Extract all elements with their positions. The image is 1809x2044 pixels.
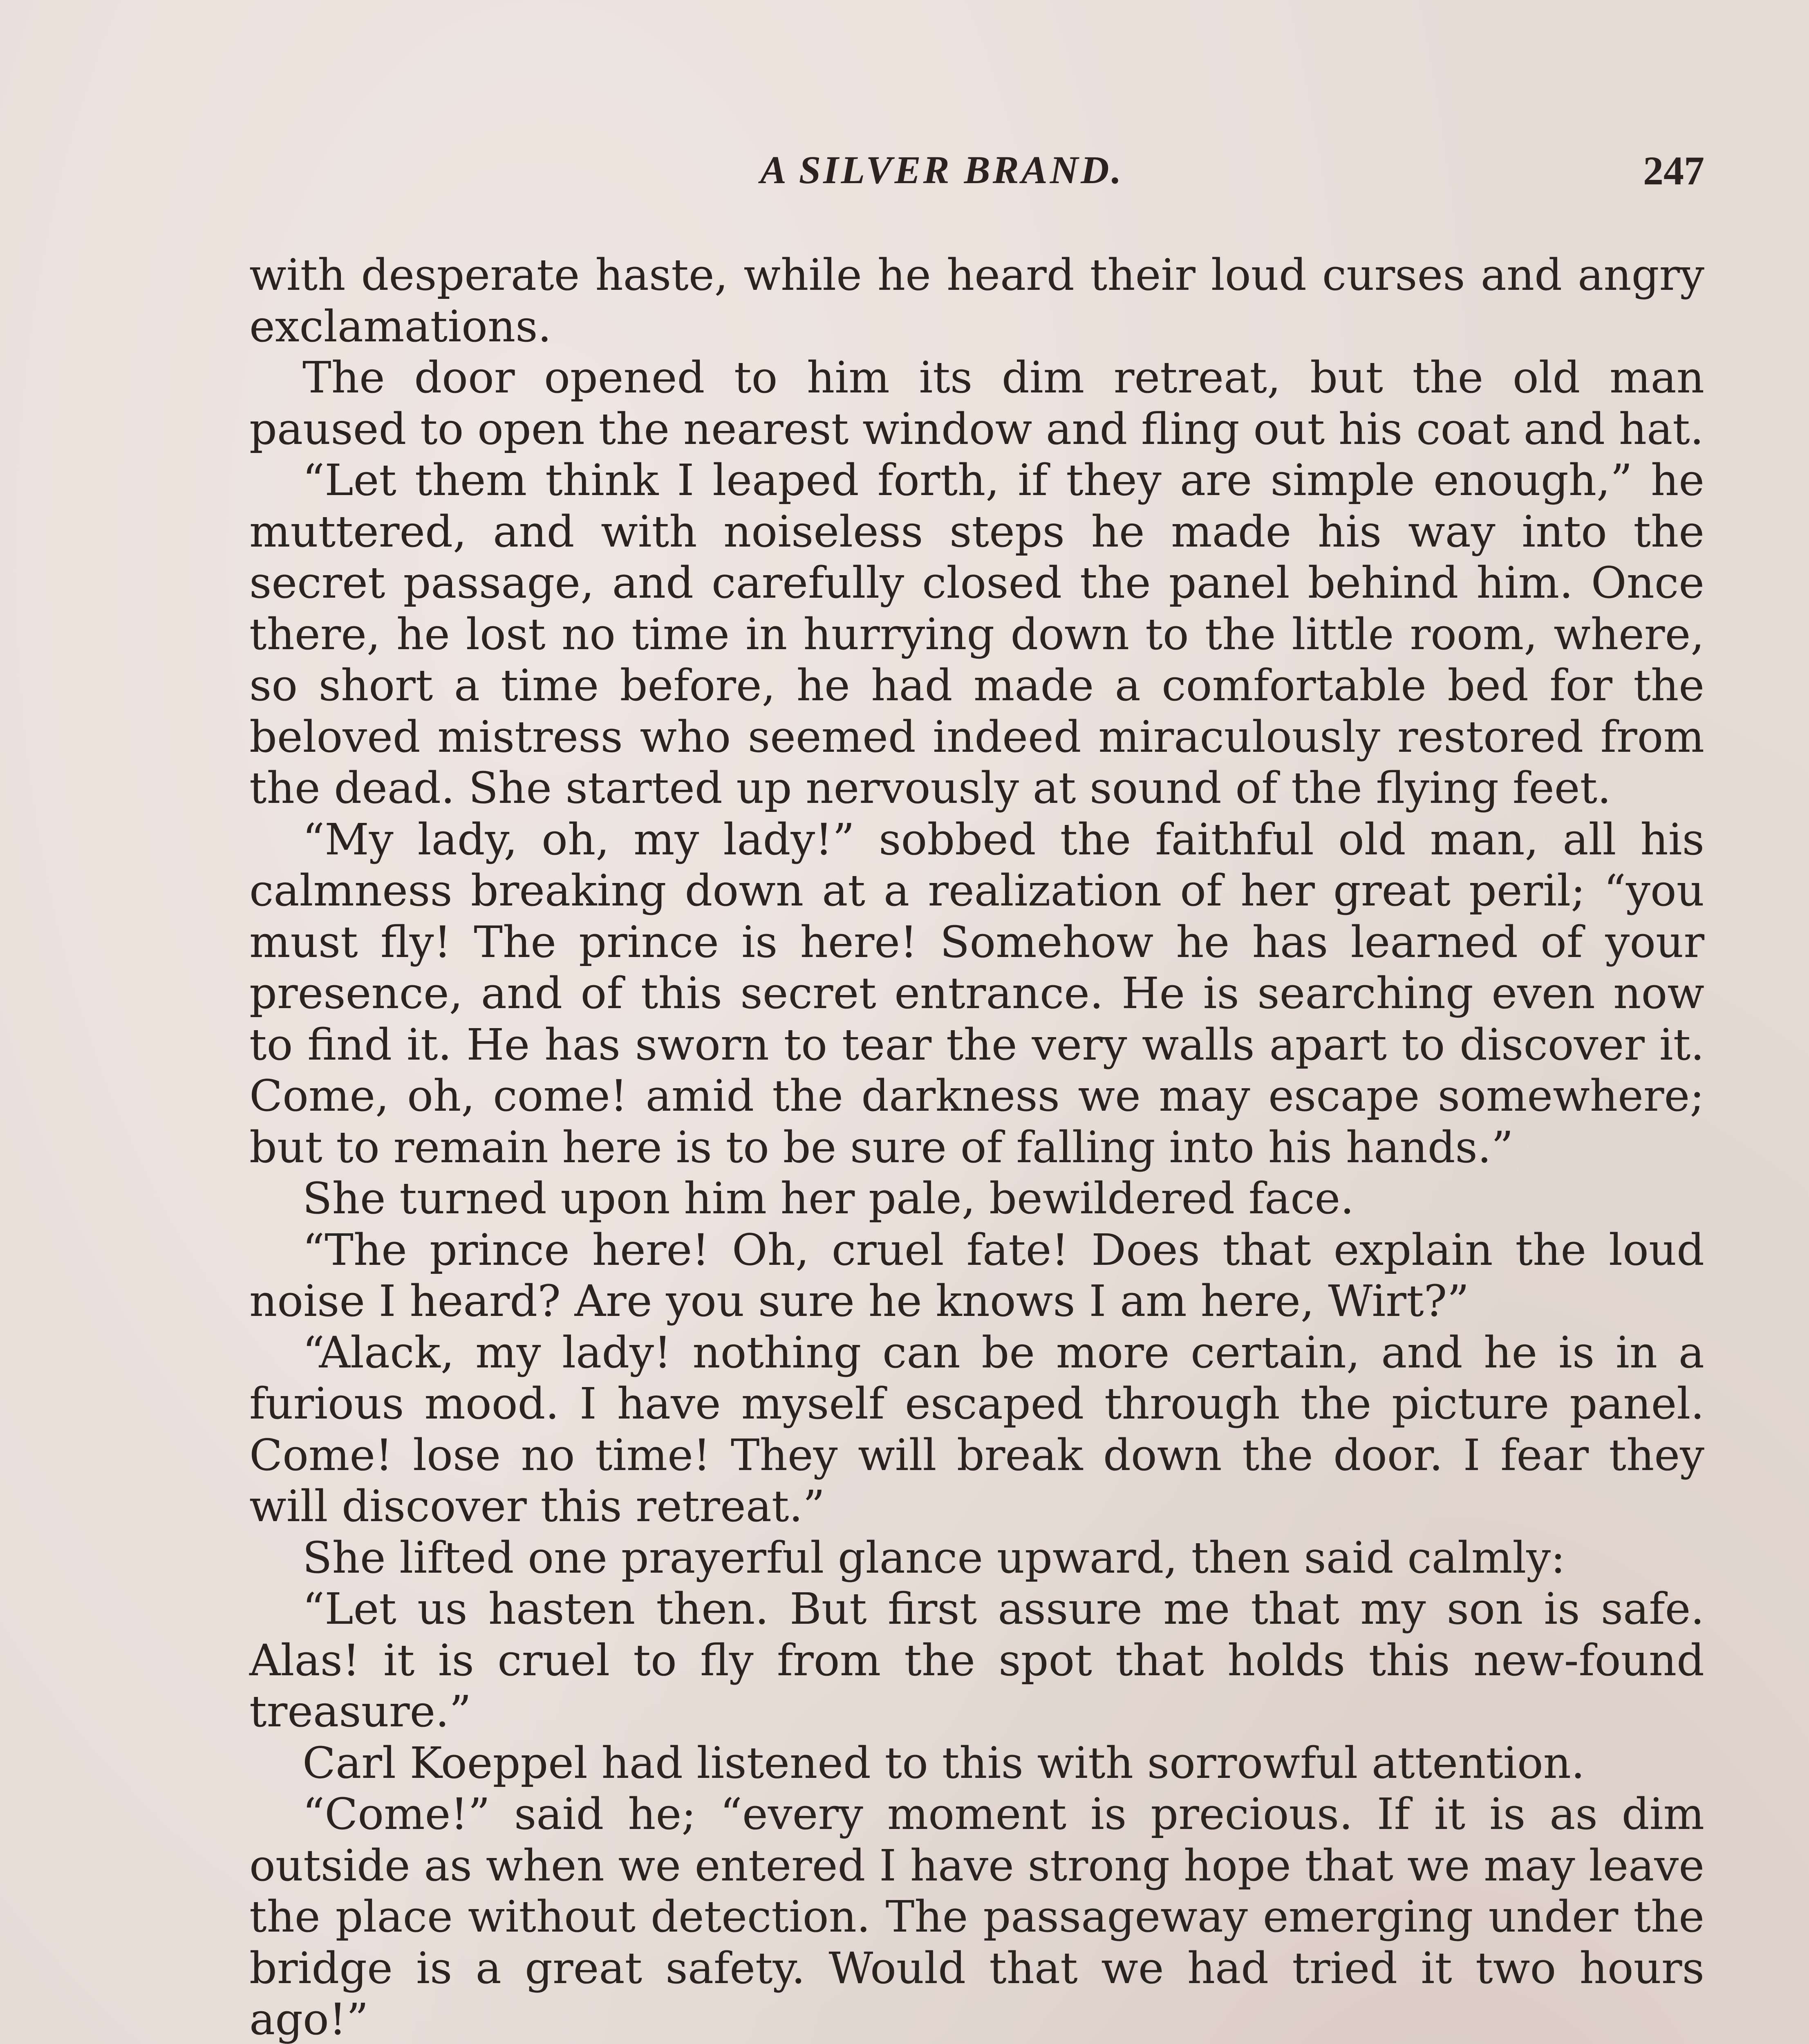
paragraph: “Come!” said he; “every moment is precious. If it is as dim outside as when we entered I have strong hope that we may leave the place without detection. The passageway emerging under the bridge is a great safety. Would that we had tried it two hours ago!” [249, 1789, 1704, 2044]
paragraph: “Let them think I leaped forth, if they are simple enough,” he muttered, and with noiseless steps he made his way into the secret passage, and carefully closed the panel behind him. Once there, he lost no time in hurrying down to the little room, where, so short a time before, he had made a comfortable bed for the beloved mistress who seemed indeed miraculously restored from the dead. She started up nervously at sound of the flying feet. [249, 455, 1704, 813]
paragraph: “The prince here! Oh, cruel fate! Does that explain the loud noise I heard? Are you sure he knows I am here, Wirt?” [249, 1224, 1704, 1326]
running-title: A SILVER BRAND. [760, 148, 1124, 192]
page-header [249, 147, 1704, 208]
paragraph: She lifted one prayerful glance upward, then said calmly: [302, 1532, 1565, 1583]
paragraph: “My lady, oh, my lady!” sobbed the faithful old man, all his calmness breaking down at a realization of her great peril; “you must fly! The prince is here! Somehow he has learned of your presence, and of this secret entrance. He is searching even now to find it. He has sworn to tear the very walls apart to discover it. Come, oh, come! amid the darkness we may escape somewhere; but to remain here is to be sure of falling into his hands.” [249, 814, 1704, 1172]
body-text [249, 249, 1704, 2044]
page-number: 247 [1643, 148, 1704, 193]
paragraph: Carl Koeppel had listened to this with sorrowful attention. [302, 1737, 1585, 1788]
paragraph: with desperate haste, while he heard their loud curses and angry exclamations. [249, 250, 1704, 352]
paragraph: The door opened to him its dim retreat, but the old man paused to open the nearest window and fling out his coat and hat. [249, 352, 1704, 454]
paragraph: “Let us hasten then. But first assure me that my son is safe. Alas! it is cruel to fly from the spot that holds this new-found treasure.” [249, 1584, 1704, 1737]
paragraph: She turned upon him her pale, bewildered face. [302, 1173, 1354, 1224]
paragraph: “Alack, my lady! nothing can be more certain, and he is in a furious mood. I have myself escaped through the picture panel. Come! lose no time! They will break down the door. I fear they will discover this retreat.” [249, 1327, 1704, 1531]
